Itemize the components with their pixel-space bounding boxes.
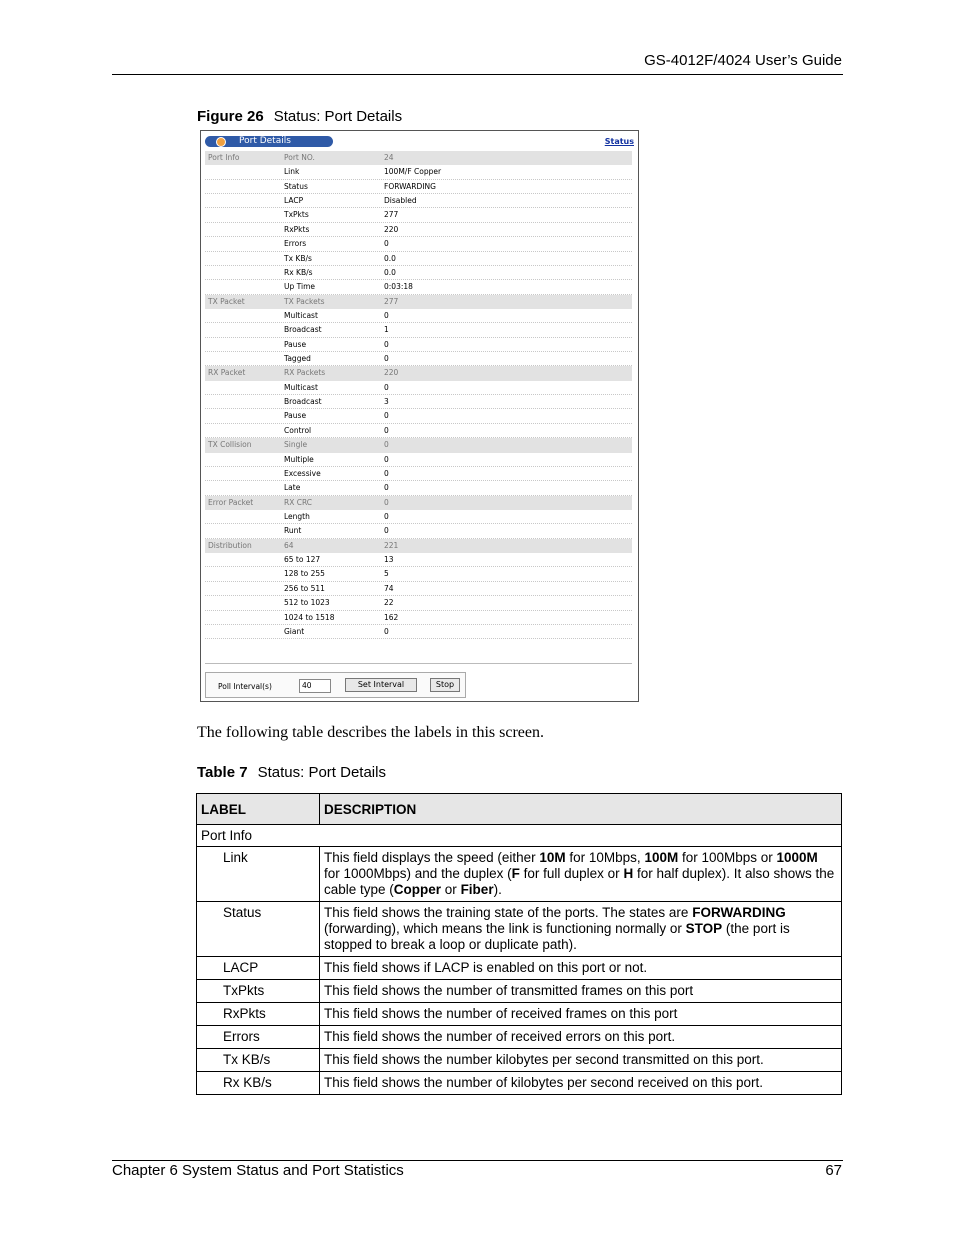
page-number: 67 xyxy=(825,1162,842,1179)
label-column-header: LABEL xyxy=(197,794,320,825)
section-row xyxy=(205,366,632,380)
detail-row xyxy=(205,481,632,495)
field-value: 0 xyxy=(384,454,389,464)
detail-row xyxy=(205,165,632,179)
field-value: 13 xyxy=(384,555,394,565)
field-label: Runt xyxy=(284,526,302,536)
detail-row xyxy=(205,309,632,323)
field-value: 0 xyxy=(384,239,389,249)
section-row xyxy=(205,496,632,510)
field-label: 1024 to 1518 xyxy=(284,612,335,622)
row-label: Errors xyxy=(197,1026,320,1049)
section-row xyxy=(205,438,632,452)
field-value: FORWARDING xyxy=(384,181,436,191)
section-label: Distribution xyxy=(208,540,252,550)
header-rule xyxy=(112,74,843,75)
row-description: This field shows the number kilobytes per second transmitted on this port. xyxy=(320,1049,842,1072)
detail-row xyxy=(205,266,632,280)
row-label: Tx KB/s xyxy=(197,1049,320,1072)
field-label: Multicast xyxy=(284,382,318,392)
field-label: 128 to 255 xyxy=(284,569,325,579)
field-value: 0 xyxy=(384,310,389,320)
row-description: This field displays the speed (either 10M for 10Mbps, 100M for 100Mbps or 1000M for 1000Mbps) and the duplex (F for full duplex or H for half duplex). It also shows the cable type (Copper or Fiber). xyxy=(320,847,842,902)
detail-row xyxy=(205,467,632,481)
field-value: 0.0 xyxy=(384,267,396,277)
field-value: 221 xyxy=(384,540,399,550)
field-value: 0 xyxy=(384,339,389,349)
field-label: Multicast xyxy=(284,310,318,320)
field-value: 220 xyxy=(384,224,399,234)
detail-row xyxy=(205,553,632,567)
field-value: 1 xyxy=(384,325,389,335)
field-label: Length xyxy=(284,511,310,521)
field-value: 0 xyxy=(384,354,389,364)
table-row xyxy=(197,1072,842,1095)
table-row xyxy=(197,1003,842,1026)
field-value: 0 xyxy=(384,411,389,421)
row-label: LACP xyxy=(197,957,320,980)
field-value: 0 xyxy=(384,382,389,392)
row-description: This field shows the number of transmitted frames on this port xyxy=(320,980,842,1003)
row-description: This field shows the number of received errors on this port. xyxy=(320,1026,842,1049)
row-description: This field shows if LACP is enabled on this port or not. xyxy=(320,957,842,980)
detail-row xyxy=(205,409,632,423)
detail-row xyxy=(205,180,632,194)
detail-row xyxy=(205,223,632,237)
field-label: Link xyxy=(284,167,300,177)
detail-row xyxy=(205,338,632,352)
poll-interval-label: Poll Interval(s) xyxy=(218,682,272,691)
field-label: Broadcast xyxy=(284,325,322,335)
field-label: 256 to 511 xyxy=(284,583,325,593)
table-title: Status: Port Details xyxy=(257,764,386,781)
field-label: Single xyxy=(284,440,308,450)
row-label: Status xyxy=(197,902,320,957)
row-label: RxPkts xyxy=(197,1003,320,1026)
detail-row xyxy=(205,208,632,222)
field-value: 24 xyxy=(384,153,394,162)
field-label: RX Packets xyxy=(284,368,326,378)
figure-caption xyxy=(197,108,402,125)
figure-title: Status: Port Details xyxy=(273,108,403,125)
field-label: Pause xyxy=(284,411,307,421)
detail-row xyxy=(205,252,632,266)
port-details-screenshot xyxy=(200,130,639,702)
field-label: 65 to 127 xyxy=(284,555,321,565)
status-link[interactable]: Status xyxy=(604,137,634,146)
table-number: Table 7 xyxy=(197,764,248,781)
detail-row xyxy=(205,194,632,208)
row-label: Rx KB/s xyxy=(197,1072,320,1095)
field-value: 74 xyxy=(384,583,394,593)
field-label: Tagged xyxy=(284,354,311,364)
detail-row xyxy=(205,381,632,395)
detail-row xyxy=(205,611,632,625)
field-value: 0 xyxy=(384,440,389,450)
table-row xyxy=(197,847,842,902)
label-description-table xyxy=(196,793,842,1095)
field-label: Tx KB/s xyxy=(284,253,312,263)
section-label: Error Packet xyxy=(208,497,254,507)
description-column-header: DESCRIPTION xyxy=(320,794,842,825)
field-label: 64 xyxy=(284,540,294,550)
field-value: 220 xyxy=(384,368,399,378)
detail-row xyxy=(205,596,632,610)
section-label: TX Packet xyxy=(208,296,245,306)
detail-row xyxy=(205,280,632,294)
section-label: TX Collision xyxy=(208,440,252,450)
table-row xyxy=(197,1026,842,1049)
row-label: Link xyxy=(197,847,320,902)
group-row-port-info: Port Info xyxy=(197,825,842,847)
stop-button[interactable]: Stop xyxy=(430,678,460,692)
detail-row xyxy=(205,323,632,337)
field-value: Disabled xyxy=(384,196,417,206)
field-value: 0 xyxy=(384,468,389,478)
field-label: Multiple xyxy=(284,454,314,464)
figure-number: Figure 26 xyxy=(197,108,264,125)
section-label: RX Packet xyxy=(208,368,246,378)
title-bullet-icon xyxy=(216,137,226,147)
field-label: RX CRC xyxy=(284,497,313,507)
detail-row xyxy=(205,510,632,524)
field-label: TxPkts xyxy=(284,210,309,220)
field-label: RxPkts xyxy=(284,224,310,234)
row-description: This field shows the number of received frames on this port xyxy=(320,1003,842,1026)
section-row xyxy=(205,151,632,165)
table-caption xyxy=(197,764,386,781)
field-label: Rx KB/s xyxy=(284,267,313,277)
section-label: Port Info xyxy=(208,153,240,162)
field-value: 5 xyxy=(384,569,389,579)
field-value: 0 xyxy=(384,511,389,521)
field-label: Late xyxy=(284,483,301,493)
detail-row xyxy=(205,237,632,251)
field-label: 512 to 1023 xyxy=(284,598,330,608)
field-label: Control xyxy=(284,425,312,435)
detail-row xyxy=(205,352,632,366)
field-label: LACP xyxy=(284,196,304,206)
detail-row xyxy=(205,395,632,409)
detail-row xyxy=(205,567,632,581)
field-value: 0 xyxy=(384,626,389,636)
field-value: 100M/F Copper xyxy=(384,167,442,177)
field-label: Pause xyxy=(284,339,307,349)
field-value: 0 xyxy=(384,425,389,435)
field-value: 0:03:18 xyxy=(384,282,413,292)
divider xyxy=(205,663,632,664)
poll-interval-input[interactable]: 40 xyxy=(299,679,331,693)
section-row xyxy=(205,539,632,553)
field-label: Broadcast xyxy=(284,397,322,407)
table-row xyxy=(197,902,842,957)
intro-paragraph: The following table describes the labels in this screen. xyxy=(197,724,545,741)
field-label: Status xyxy=(284,181,308,191)
running-header: GS-4012F/4024 User’s Guide xyxy=(644,52,842,69)
screen-title: Port Details xyxy=(239,136,291,146)
row-description: This field shows the number of kilobytes per second received on this port. xyxy=(320,1072,842,1095)
field-value: 22 xyxy=(384,598,394,608)
field-label: TX Packets xyxy=(284,296,325,306)
field-label: Port NO. xyxy=(284,153,315,162)
field-value: 0 xyxy=(384,526,389,536)
section-row xyxy=(205,295,632,309)
field-value: 277 xyxy=(384,296,399,306)
field-label: Excessive xyxy=(284,468,321,478)
detail-row xyxy=(205,424,632,438)
table-row xyxy=(197,1049,842,1072)
detail-row xyxy=(205,524,632,538)
table-row xyxy=(197,957,842,980)
field-value: 0 xyxy=(384,483,389,493)
field-value: 277 xyxy=(384,210,399,220)
port-details-table xyxy=(205,151,632,639)
field-value: 162 xyxy=(384,612,399,622)
field-label: Up Time xyxy=(284,282,315,292)
field-value: 3 xyxy=(384,397,389,407)
set-interval-button[interactable]: Set Interval xyxy=(345,678,417,692)
row-description: This field shows the training state of the ports. The states are FORWARDING (forwarding), which means the link is functioning normally or STOP (the port is stopped to break a loop or duplicate path). xyxy=(320,902,842,957)
detail-row xyxy=(205,582,632,596)
field-label: Errors xyxy=(284,239,307,249)
field-label: Giant xyxy=(284,626,305,636)
detail-row xyxy=(205,625,632,639)
row-label: TxPkts xyxy=(197,980,320,1003)
footer-chapter: Chapter 6 System Status and Port Statistics xyxy=(112,1162,404,1179)
detail-row xyxy=(205,453,632,467)
table-row xyxy=(197,980,842,1003)
field-value: 0 xyxy=(384,497,389,507)
field-value: 0.0 xyxy=(384,253,396,263)
footer-rule xyxy=(112,1160,843,1161)
